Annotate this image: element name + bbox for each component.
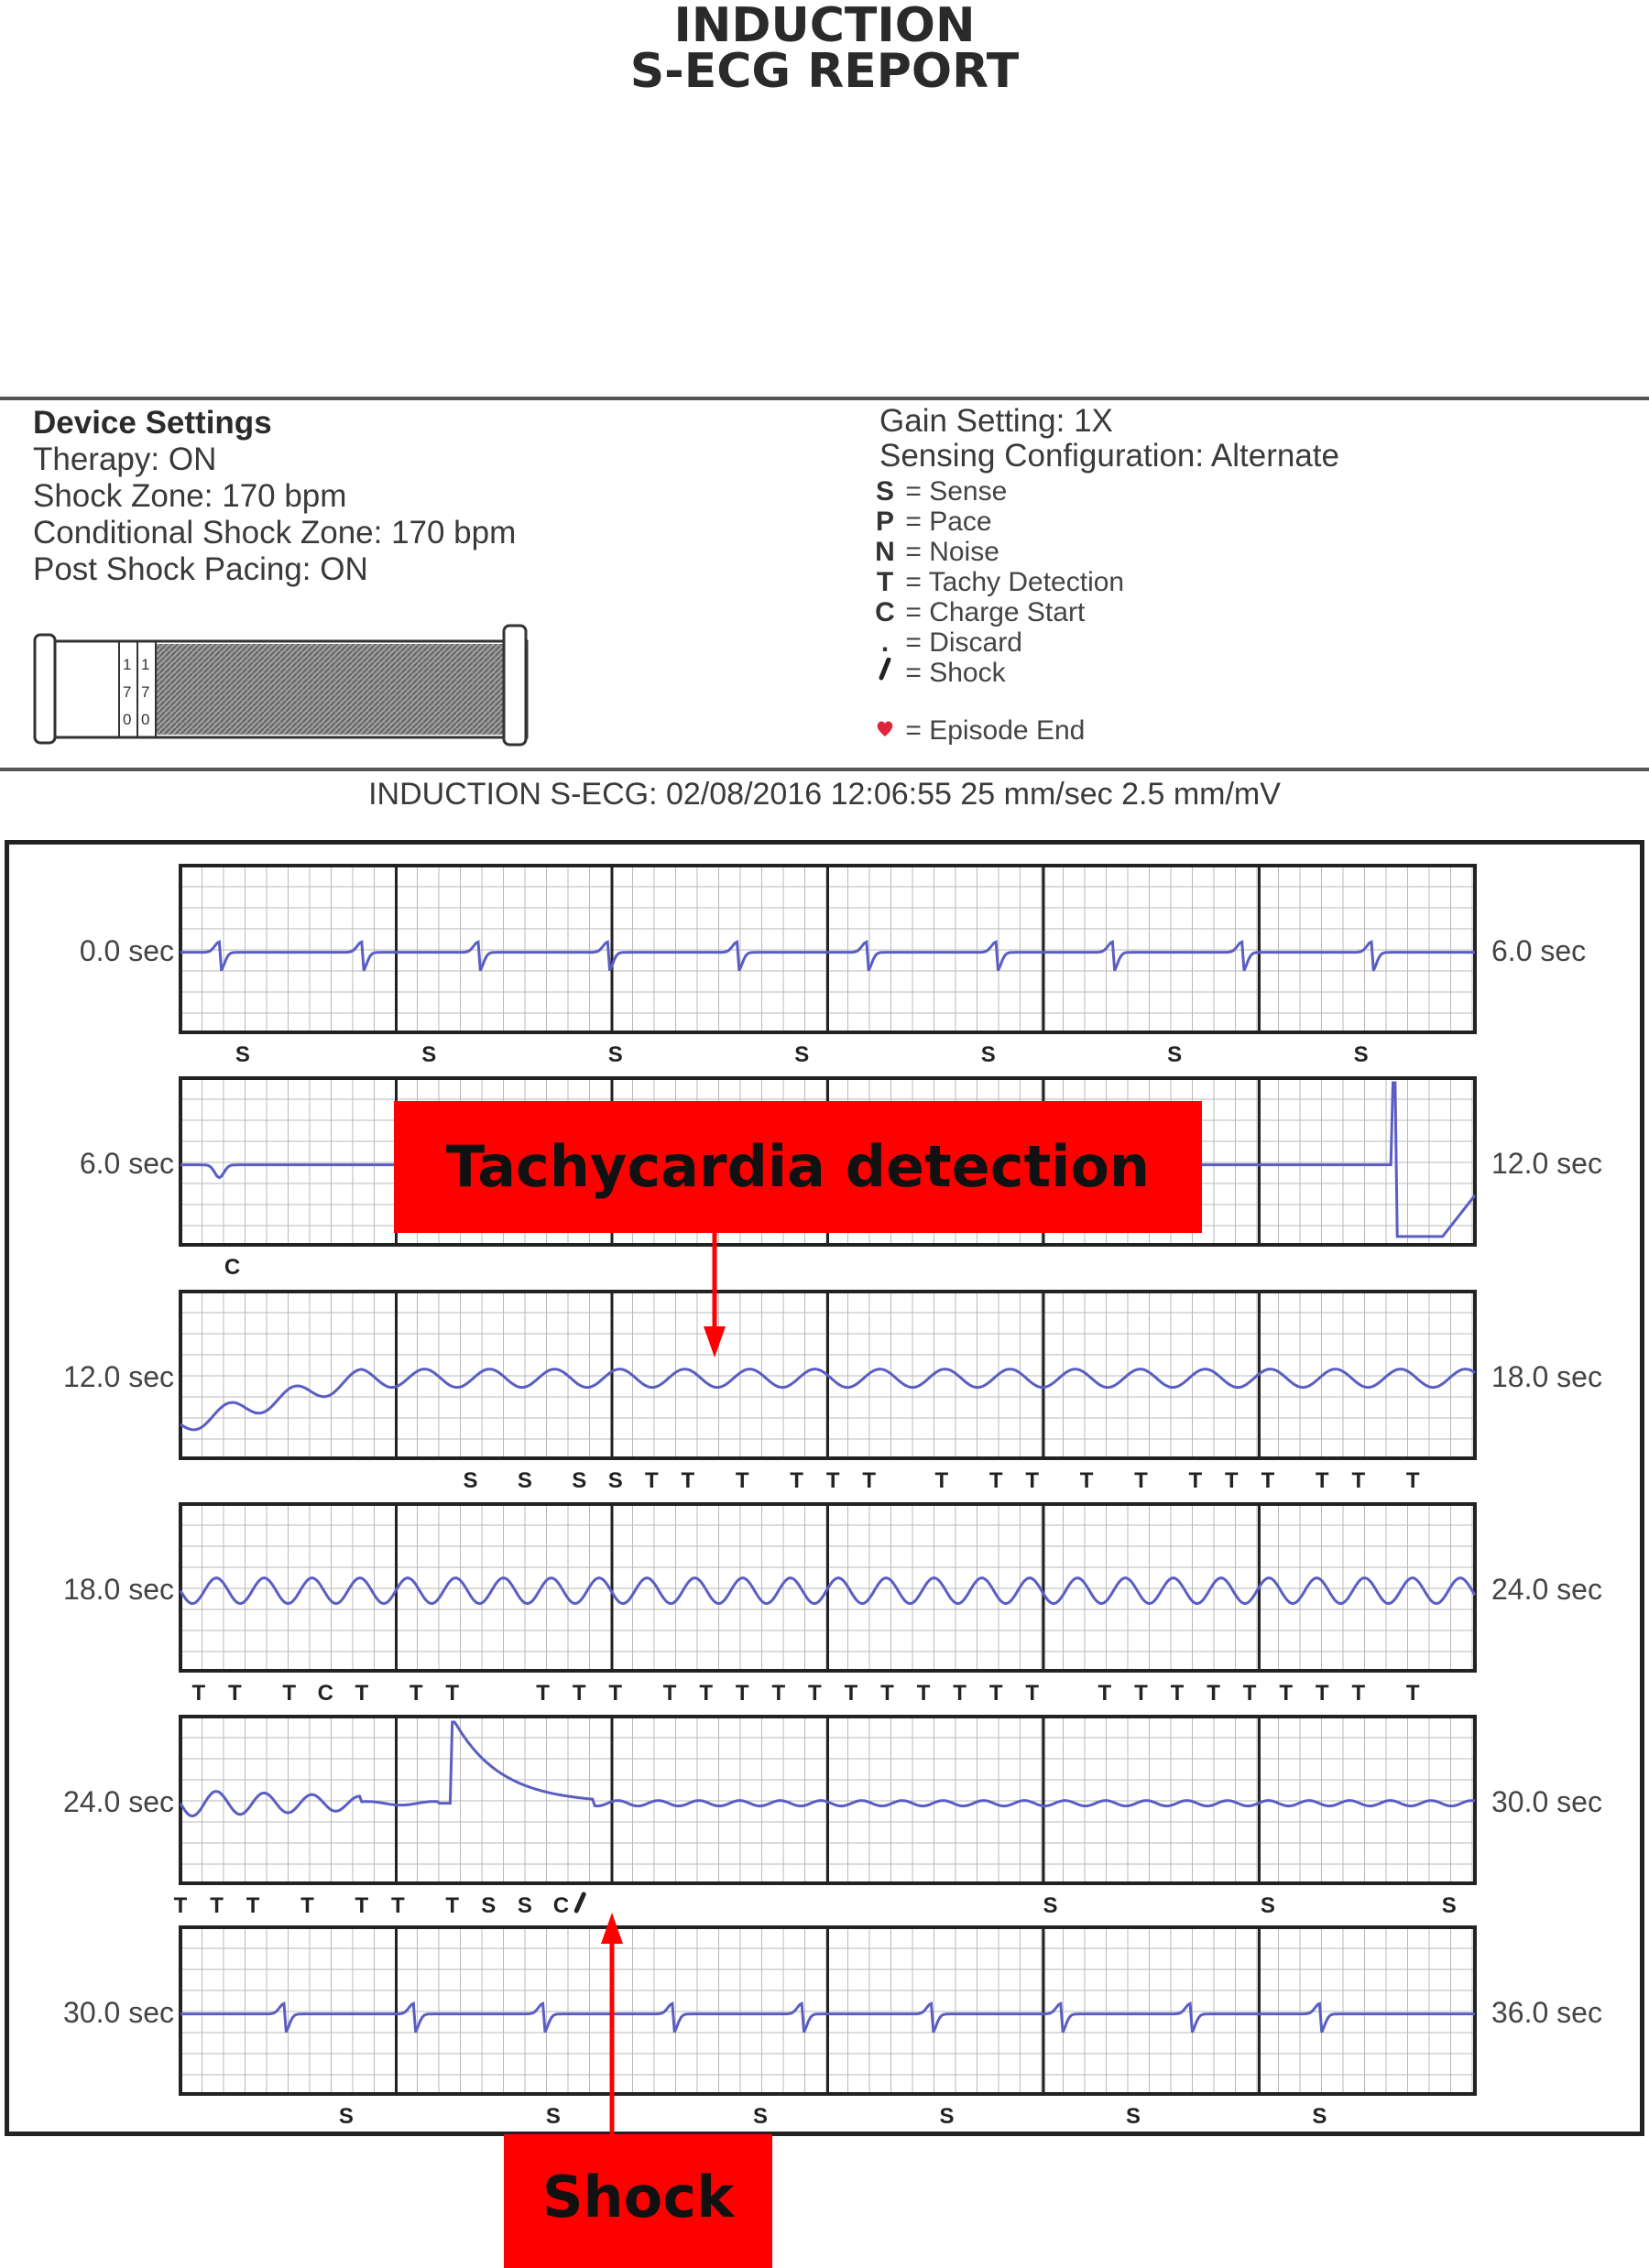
strip-end-time: 18.0 sec — [1491, 1360, 1602, 1393]
event-marker: T — [300, 1893, 314, 1918]
event-marker: T — [355, 1893, 369, 1918]
event-marker: T — [771, 1681, 786, 1706]
strip-start-time: 12.0 sec — [63, 1360, 174, 1393]
ecg-header: INDUCTION S-ECG: 02/08/2016 12:06:55 25 mm/sec 2.5 mm/mV — [368, 777, 1281, 812]
event-marker: T — [445, 1681, 460, 1706]
legend-item-shock: = Shock — [872, 658, 1124, 688]
event-marker: S — [1353, 1042, 1369, 1067]
event-marker: T — [608, 1681, 623, 1706]
event-marker: S — [1312, 2104, 1327, 2129]
strip-end-time: 30.0 sec — [1491, 1785, 1602, 1818]
event-marker: S — [545, 2104, 561, 2129]
strip-end-time: 12.0 sec — [1491, 1147, 1602, 1180]
strip-end-time: 6.0 sec — [1491, 934, 1587, 967]
event-marker: T — [662, 1681, 677, 1706]
event-marker: T — [862, 1468, 877, 1493]
event-marker: T — [1025, 1681, 1040, 1706]
event-marker: S — [980, 1042, 996, 1067]
event-marker: T — [844, 1681, 858, 1706]
event-marker: T — [1351, 1681, 1366, 1706]
event-marker: T — [1098, 1681, 1112, 1706]
event-marker: T — [953, 1681, 966, 1706]
event-marker: T — [808, 1681, 822, 1706]
event-marker: T — [355, 1681, 369, 1706]
event-marker: T — [1225, 1468, 1239, 1493]
event-marker: T — [988, 1468, 1003, 1493]
event-marker: T — [246, 1893, 260, 1918]
event-marker: T — [1405, 1468, 1420, 1493]
event-marker: T — [1170, 1681, 1185, 1706]
event-marker: S — [572, 1468, 587, 1493]
event-marker: S — [481, 1893, 497, 1918]
strip-start-time: 24.0 sec — [63, 1785, 174, 1818]
event-marker: T — [735, 1681, 749, 1706]
event-marker: S — [421, 1042, 437, 1067]
event-marker: T — [735, 1468, 749, 1493]
device-digit: 0 — [141, 711, 150, 728]
report-title-line-1: INDUCTION — [673, 0, 976, 53]
event-marker: T — [445, 1893, 460, 1918]
shock-callout: Shock — [504, 2134, 772, 2268]
event-marker: C — [224, 1255, 241, 1280]
sensing-configuration: Sensing Configuration: Alternate — [879, 438, 1339, 474]
event-marker: S — [1125, 2104, 1141, 2129]
event-marker: T — [1134, 1681, 1148, 1706]
event-marker: T — [1405, 1681, 1420, 1706]
event-marker: S — [753, 2104, 769, 2129]
event-marker: T — [1025, 1468, 1040, 1493]
event-marker: T — [1261, 1468, 1275, 1493]
legend-item-episode-end: = Episode End — [872, 715, 1124, 746]
event-marker: T — [681, 1468, 695, 1493]
event-marker: T — [173, 1893, 188, 1918]
event-marker: T — [409, 1681, 423, 1706]
legend-item-pace: P = Pace — [875, 507, 992, 537]
event-marker: T — [1188, 1468, 1203, 1493]
event-marker: T — [1079, 1468, 1094, 1493]
event-marker: S — [1167, 1042, 1183, 1067]
event-marker: T — [191, 1681, 206, 1706]
event-marker: C — [317, 1681, 333, 1706]
device-digit: 7 — [123, 683, 132, 701]
event-marker: T — [825, 1468, 840, 1493]
event-marker: T — [1315, 1468, 1329, 1493]
strip-start-time: 30.0 sec — [63, 1996, 174, 2029]
shock-zone-setting: Shock Zone: 170 bpm — [33, 478, 347, 514]
therapy-setting: Therapy: ON — [33, 442, 217, 477]
event-marker: T — [916, 1681, 931, 1706]
event-marker: S — [1043, 1893, 1058, 1918]
event-marker: T — [988, 1681, 1003, 1706]
event-marker: T — [228, 1681, 242, 1706]
event-marker: T — [790, 1468, 803, 1493]
strip-end-time: 24.0 sec — [1491, 1573, 1602, 1606]
legend-item-tachy: T = Tachy Detection — [876, 567, 1125, 597]
event-marker: T — [391, 1893, 405, 1918]
event-marker: T — [880, 1681, 894, 1706]
event-marker: T — [210, 1893, 224, 1918]
legend-item-discard: . = Discard — [880, 627, 1022, 658]
event-marker: T — [536, 1681, 550, 1706]
event-marker: S — [939, 2104, 955, 2129]
event-marker: T — [1134, 1468, 1148, 1493]
event-marker: T — [572, 1681, 586, 1706]
device-digit: 0 — [123, 711, 132, 728]
event-marker: S — [517, 1893, 532, 1918]
event-marker: S — [607, 1042, 623, 1067]
event-marker: T — [644, 1468, 659, 1493]
conditional-shock-zone-setting: Conditional Shock Zone: 170 bpm — [33, 515, 517, 551]
event-marker: T — [282, 1681, 297, 1706]
shock-marker-icon — [576, 1894, 584, 1911]
device-digit: 1 — [123, 656, 132, 673]
event-marker: S — [607, 1468, 623, 1493]
event-marker: T — [1351, 1468, 1366, 1493]
gain-setting: Gain Setting: 1X — [879, 403, 1113, 439]
event-marker: S — [1441, 1893, 1457, 1918]
tachycardia-detection-callout: Tachycardia detection — [394, 1101, 1202, 1233]
event-marker: S — [235, 1042, 250, 1067]
event-marker: S — [338, 2104, 354, 2129]
device-digit: 1 — [141, 656, 150, 673]
event-marker: T — [1207, 1681, 1220, 1706]
legend-item-charge: C = Charge Start — [875, 597, 1086, 627]
strip-start-time: 18.0 sec — [63, 1573, 174, 1606]
event-marker: T — [1279, 1681, 1294, 1706]
legend-item-sense: S = Sense — [875, 476, 1008, 507]
event-marker: S — [517, 1468, 532, 1493]
event-marker: T — [934, 1468, 949, 1493]
event-marker: S — [1260, 1893, 1275, 1918]
report-title-line-2: S-ECG REPORT — [629, 44, 1020, 99]
strip-start-time: 6.0 sec — [79, 1147, 174, 1180]
event-marker: S — [463, 1468, 478, 1493]
event-marker: T — [1242, 1681, 1257, 1706]
device-settings-heading: Device Settings — [33, 405, 272, 441]
event-marker: T — [699, 1681, 714, 1706]
strip-end-time: 36.0 sec — [1491, 1996, 1602, 2029]
device-digit: 7 — [141, 683, 150, 701]
event-marker: S — [794, 1042, 810, 1067]
event-marker: C — [552, 1893, 570, 1918]
legend-item-noise: N = Noise — [875, 537, 999, 567]
strip-start-time: 0.0 sec — [79, 934, 174, 967]
post-shock-pacing-setting: Post Shock Pacing: ON — [33, 551, 368, 587]
event-marker: T — [1315, 1681, 1329, 1706]
